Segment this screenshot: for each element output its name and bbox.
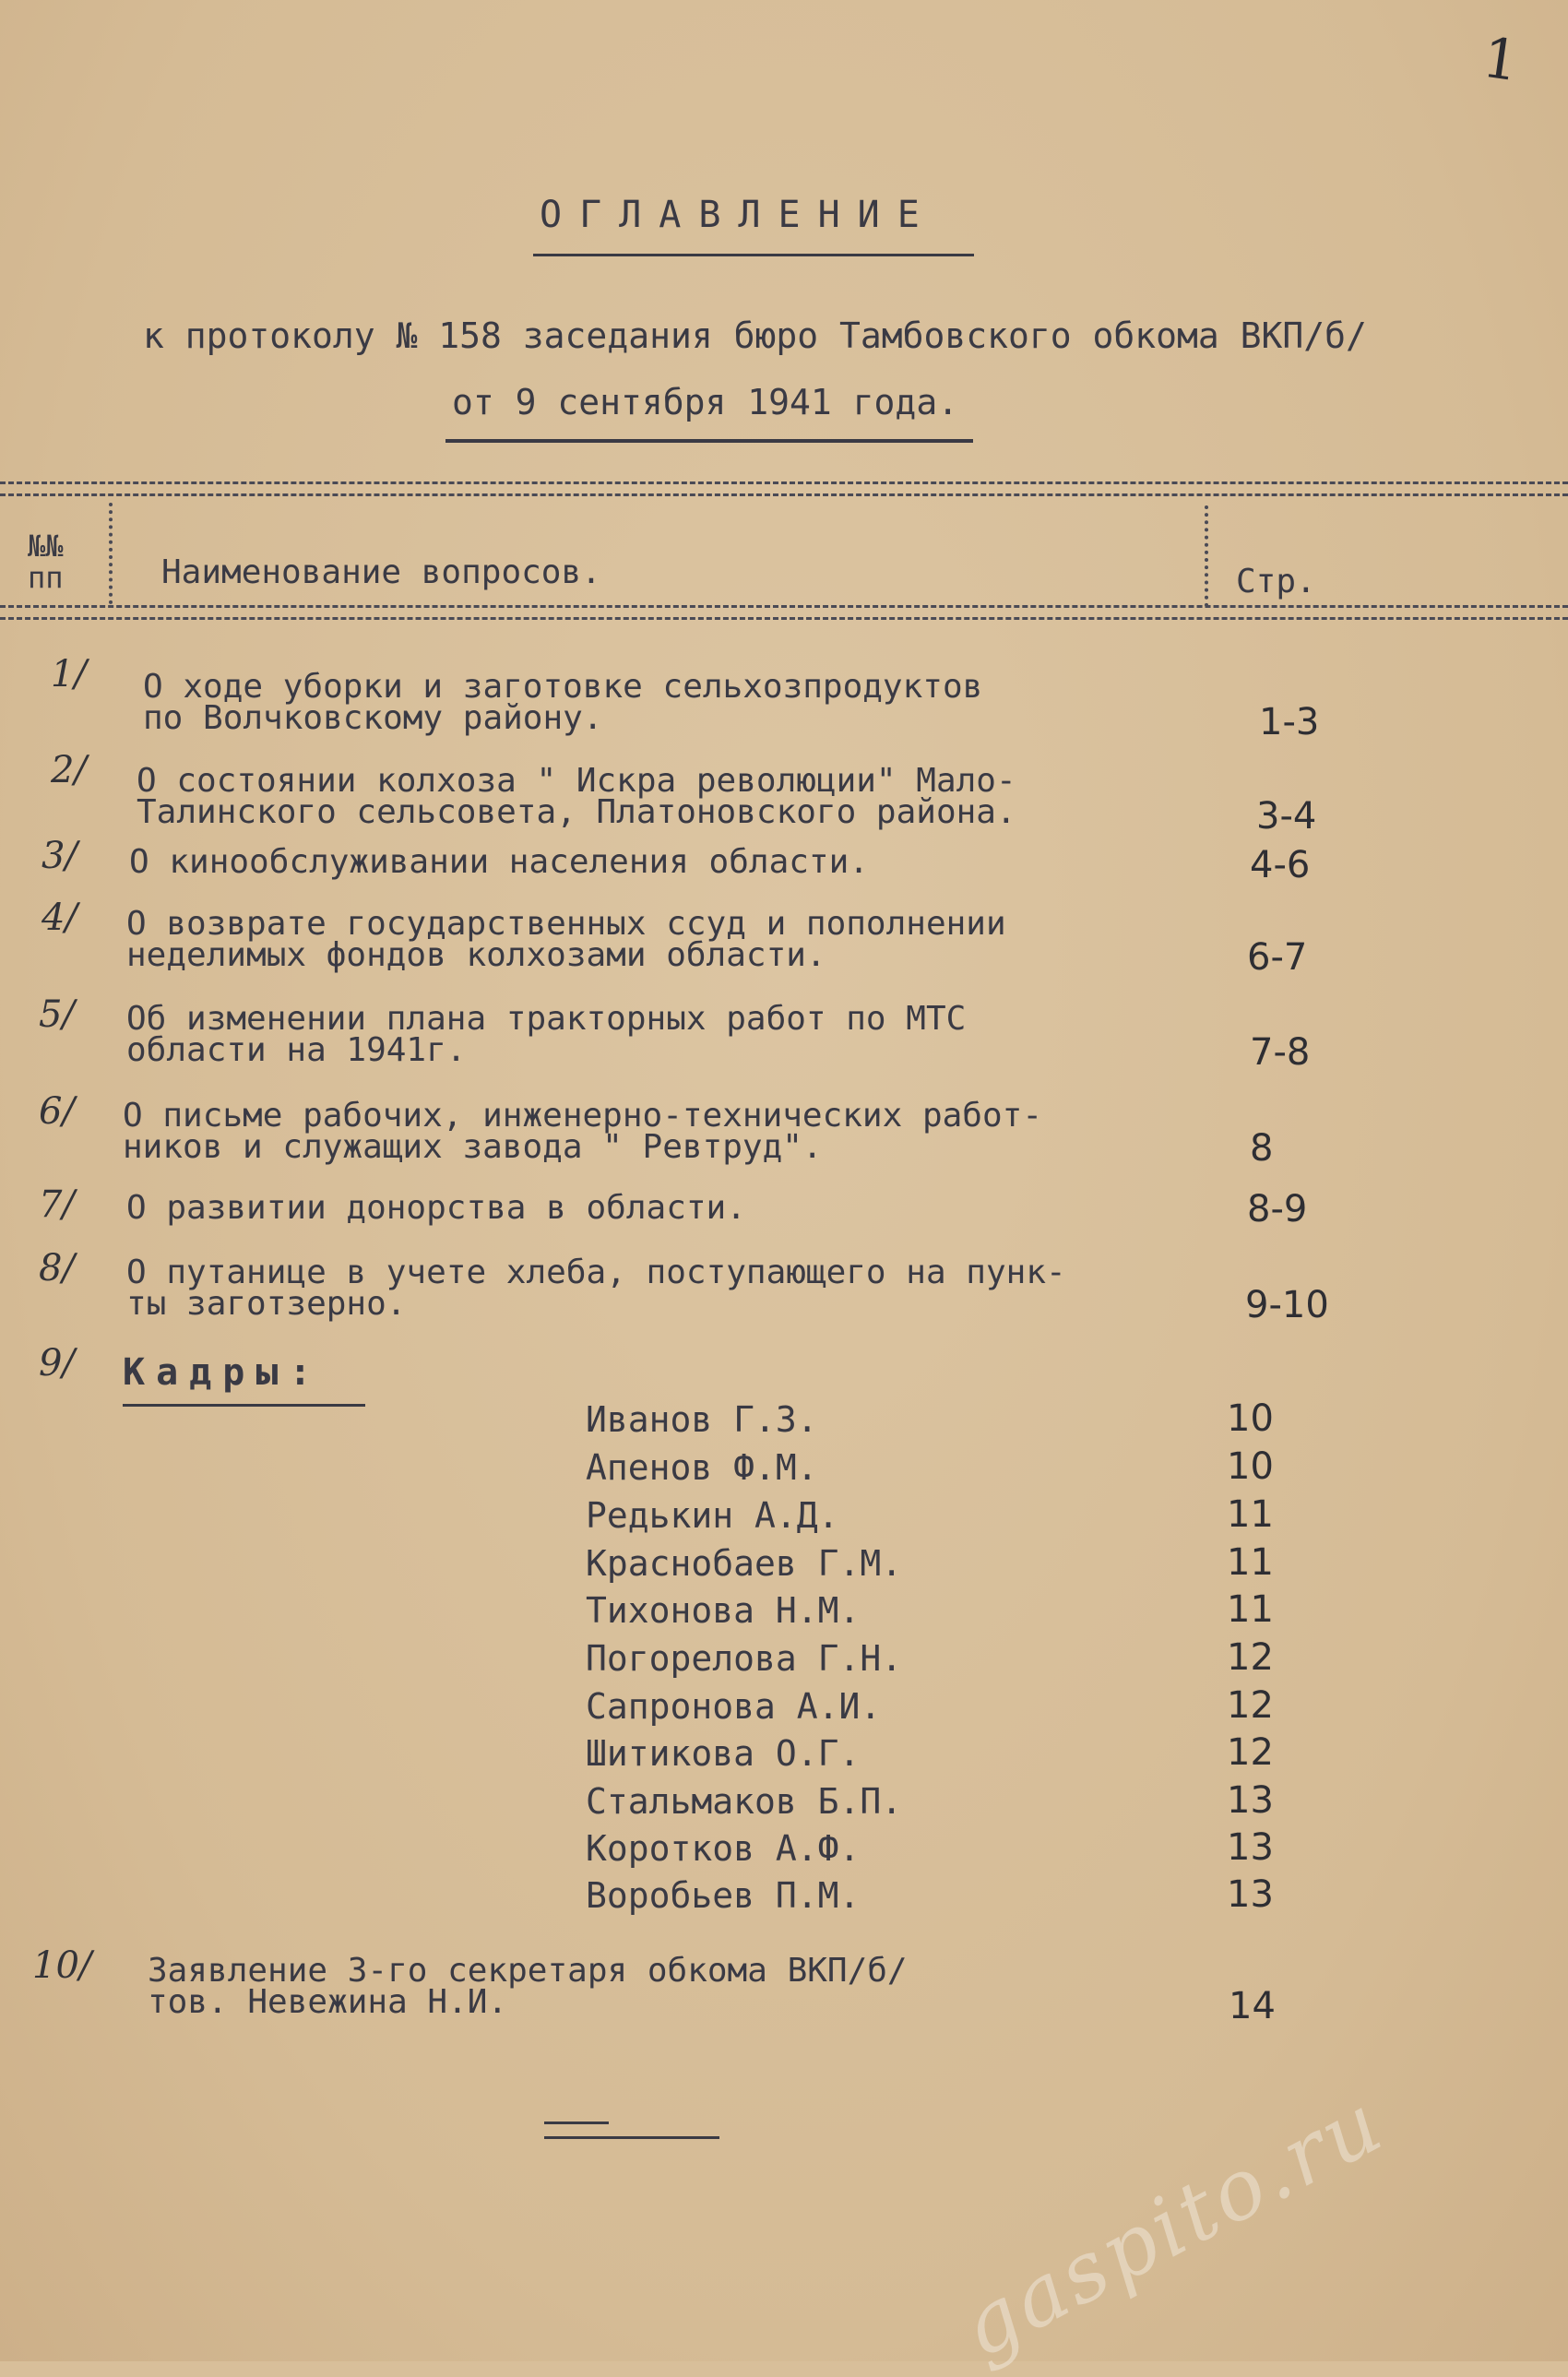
item-text <box>148 1952 908 2021</box>
header-bottom-rule <box>0 605 1568 620</box>
person-name: Краснобаев Г.М. <box>586 1543 903 1584</box>
person-page: 11 <box>1227 1588 1274 1631</box>
item-number: 9/ <box>39 1342 75 1385</box>
header-number-label <box>28 530 64 593</box>
item-text <box>126 905 1006 974</box>
person-page: 12 <box>1227 1636 1274 1679</box>
item-pages: 9-10 <box>1245 1284 1329 1326</box>
item-text-line: области на 1941г. <box>126 1031 467 1069</box>
item-number: 5/ <box>39 993 75 1036</box>
person-name: Погорелова Г.Н. <box>586 1638 903 1679</box>
person-page: 12 <box>1227 1684 1274 1727</box>
item-text-line: Об изменении плана тракторных работ по МТС <box>126 1000 967 1038</box>
item-text-line: тов. Невежина Н.И. <box>148 1983 508 2021</box>
person-page: 13 <box>1227 1779 1274 1822</box>
item-pages: 14 <box>1229 1985 1276 2027</box>
item-pages: 4-6 <box>1250 844 1311 886</box>
person-name: Стальмаков Б.П. <box>586 1781 903 1822</box>
item-text <box>129 843 869 881</box>
item-number: 2/ <box>51 749 87 791</box>
header-divider-left <box>109 503 113 604</box>
item-pages: 6-7 <box>1247 936 1308 979</box>
item-text <box>126 1000 967 1069</box>
person-name: Шитикова О.Г. <box>586 1733 861 1774</box>
title-underline <box>533 254 974 256</box>
page-number: 1 <box>1479 25 1523 95</box>
person-name: Тихонова Н.М. <box>586 1590 861 1631</box>
item-text-line: О путанице в учете хлеба, поступающего на пунк- <box>126 1254 1066 1291</box>
item-pages: 3-4 <box>1256 795 1317 838</box>
person-name: Иванов Г.З. <box>586 1399 818 1440</box>
end-rule-bottom <box>544 2136 719 2139</box>
item-pages: 8-9 <box>1247 1188 1308 1230</box>
item-text <box>143 668 983 737</box>
item-text-line: О возврате государственных ссуд и пополнении <box>126 905 1006 943</box>
item-text <box>126 1189 746 1227</box>
header-divider-right <box>1205 505 1208 607</box>
item-text-line: О развитии донорства в области. <box>126 1189 746 1227</box>
header-number-bottom: пп <box>28 560 64 595</box>
item-number: 1/ <box>51 653 87 695</box>
subtitle-line-2: от 9 сентября 1941 года. <box>452 382 959 422</box>
item-text-line: О письме рабочих, инженерно-технических работ- <box>123 1097 1042 1135</box>
item-number: 3/ <box>42 835 77 877</box>
item-text-line: О ходе уборки и заготовке сельхозпродуктов <box>143 668 983 706</box>
item-number: 4/ <box>42 897 77 939</box>
item-text-line: Талинского сельсовета, Платоновского района. <box>137 793 1016 831</box>
subtitle-underline <box>445 439 973 443</box>
header-name-label: Наименование вопросов. <box>161 553 601 591</box>
item-pages: 1-3 <box>1259 701 1320 743</box>
item-number: 7/ <box>39 1183 75 1226</box>
end-rule-top <box>544 2121 609 2124</box>
item-text-line: неделимых фондов колхозами области. <box>126 936 826 974</box>
item-text <box>126 1254 1066 1323</box>
person-page: 11 <box>1227 1541 1274 1584</box>
person-page: 10 <box>1227 1397 1274 1440</box>
document-title: ОГЛАВЛЕНИЕ <box>540 194 937 236</box>
item-text-line: ты заготзерно. <box>126 1285 407 1323</box>
person-name: Редькин А.Д. <box>586 1495 839 1536</box>
item-pages: 8 <box>1250 1127 1274 1170</box>
item-number: 10/ <box>32 1944 92 1987</box>
item-text-line: О кинообслуживании населения области. <box>129 843 869 881</box>
item-text <box>137 762 1016 831</box>
item-pages: 7-8 <box>1250 1031 1311 1074</box>
item-text-line: О состоянии колхоза " Искра революции" Мало- <box>137 762 1016 800</box>
item-text-line: по Волчковскому району. <box>143 699 603 737</box>
item-text-line: Заявление 3-го секретаря обкома ВКП/б/ <box>148 1952 908 1990</box>
item-number: 8/ <box>39 1247 75 1290</box>
person-name: Коротков А.Ф. <box>586 1828 861 1869</box>
kadry-label: Кадры: <box>123 1351 323 1394</box>
person-page: 13 <box>1227 1873 1274 1916</box>
item-text <box>123 1097 1042 1166</box>
person-page: 11 <box>1227 1493 1274 1536</box>
item-text-line: ников и служащих завода " Ревтруд". <box>123 1128 823 1166</box>
person-name: Апенов Ф.М. <box>586 1447 818 1488</box>
item-number: 6/ <box>39 1090 75 1133</box>
kadry-underline <box>123 1404 365 1407</box>
person-page: 12 <box>1227 1731 1274 1774</box>
watermark: gaspito.ru <box>944 2074 1400 2377</box>
header-top-rule <box>0 481 1568 496</box>
subtitle-line-1: к протоколу № 158 заседания бюро Тамбовского обкома ВКП/б/ <box>143 315 1367 356</box>
header-number-top: №№ <box>28 529 64 564</box>
person-name: Сапронова А.И. <box>586 1686 882 1727</box>
person-name: Воробьев П.М. <box>586 1875 861 1916</box>
person-page: 13 <box>1227 1826 1274 1869</box>
header-page-label: Стр. <box>1236 563 1316 600</box>
person-page: 10 <box>1227 1445 1274 1488</box>
